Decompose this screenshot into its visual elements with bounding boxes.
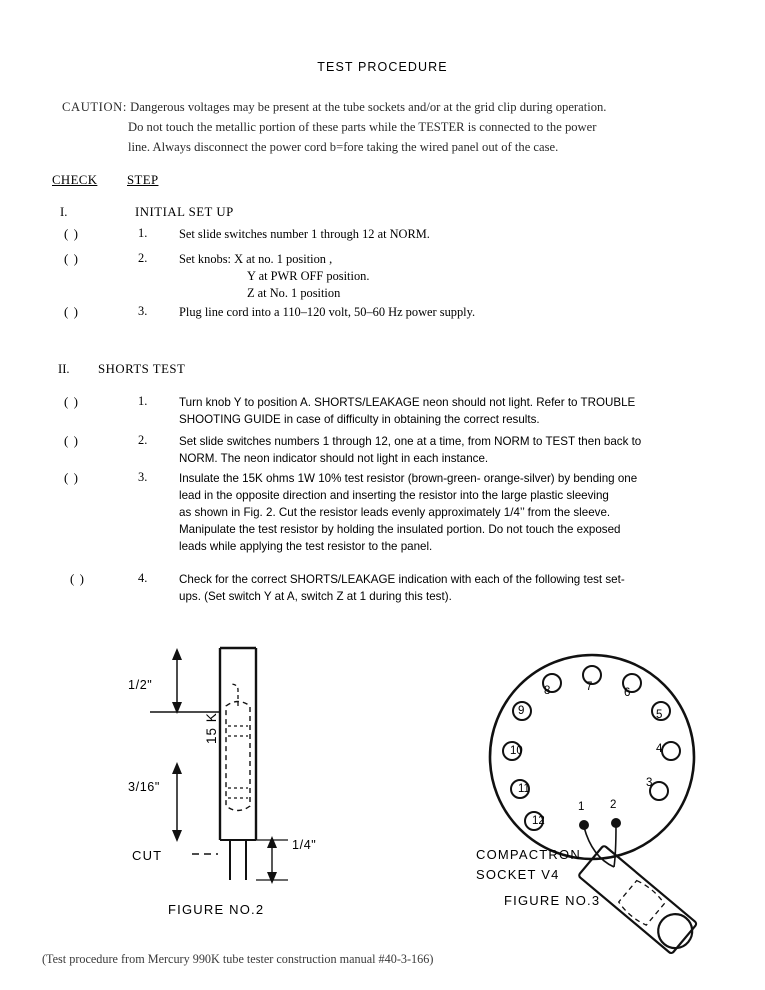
- caution-line-3: line. Always disconnect the power cord b=fore taking the wired panel out of the case.: [128, 140, 559, 154]
- dimension-quarter-inch: 1/4": [292, 838, 317, 852]
- pin-label-3: 3: [646, 777, 653, 789]
- source-footnote: (Test procedure from Mercury 990K tube tester construction manual #40-3-166): [42, 952, 434, 966]
- pin-label-12: 12: [532, 815, 545, 827]
- step-text-1-2-b: Y at PWR OFF position.: [247, 269, 370, 283]
- step-text-2-1-a: Turn knob Y to position A. SHORTS/LEAKAGE neon should not light. Refer to TROUBLE: [179, 396, 636, 409]
- step-text-1-1: Set slide switches number 1 through 12 at NORM.: [179, 227, 430, 241]
- figure-3-caption-line-3: FIGURE NO.3: [504, 893, 601, 908]
- caution-line-1: Dangerous voltages may be present at the tube sockets and/or at the grid clip during operation.: [130, 100, 607, 114]
- step-number-1-1: 1.: [138, 226, 148, 240]
- step-text-2-2-b: NORM. The neon indicator should not light in each instance.: [179, 452, 489, 465]
- figure-2-caption: FIGURE NO.2: [168, 902, 265, 917]
- figure-3-caption-line-1: COMPACTRON: [476, 847, 581, 862]
- figure-3: [460, 635, 760, 975]
- cut-label: CUT: [132, 848, 163, 863]
- caution-line-2: Do not touch the metallic portion of these parts while the TESTER is connected to the power: [128, 120, 597, 134]
- caution-block: [62, 97, 722, 157]
- checkbox-1-3[interactable]: ( ): [64, 304, 79, 319]
- page-title: TEST PROCEDURE: [317, 60, 448, 74]
- pin-label-4: 4: [656, 743, 663, 755]
- step-text-2-1-b: SHOOTING GUIDE in case of difficulty in obtaining the correct results.: [179, 413, 540, 426]
- checkbox-2-4[interactable]: ( ): [70, 571, 85, 586]
- checkbox-2-2[interactable]: ( ): [64, 433, 79, 448]
- caution-label: CAUTION:: [62, 100, 127, 114]
- step-text-2-3-b: lead in the opposite direction and inserting the resistor into the large plastic sleeving: [179, 489, 609, 502]
- pin-label-6: 6: [624, 687, 631, 699]
- step-number-2-1: 1.: [138, 394, 148, 408]
- pin-label-10: 10: [510, 745, 523, 757]
- step-number-2-2: 2.: [138, 433, 148, 447]
- step-text-2-2-a: Set slide switches numbers 1 through 12, one at a time, from NORM to TEST then back to: [179, 435, 642, 448]
- section-title-1: INITIAL SET UP: [135, 205, 234, 219]
- pin-label-1: 1: [578, 801, 585, 813]
- step-text-2-4-a: Check for the correct SHORTS/LEAKAGE indication with each of the following test set-: [179, 573, 625, 586]
- resistor-value-label: 15 K: [204, 712, 219, 744]
- step-text-2-3-c: as shown in Fig. 2. Cut the resistor leads evenly approximately 1/4’’ from the sleeve.: [179, 506, 611, 519]
- step-number-2-3: 3.: [138, 470, 148, 484]
- figure-3-caption-line-2: SOCKET V4: [476, 867, 560, 882]
- step-number-2-4: 4.: [138, 571, 148, 585]
- checkbox-1-1[interactable]: ( ): [64, 226, 79, 241]
- step-number-1-2: 2.: [138, 251, 148, 265]
- step-text-1-2-a: Set knobs: X at no. 1 position ,: [179, 252, 333, 266]
- section-numeral-1: I.: [60, 205, 68, 219]
- step-number-1-3: 3.: [138, 304, 148, 318]
- checkbox-2-3[interactable]: ( ): [64, 470, 79, 485]
- step-text-1-3: Plug line cord into a 110–120 volt, 50–60 Hz power supply.: [179, 305, 476, 319]
- figure-2: [120, 640, 380, 930]
- column-header-step: STEP: [127, 173, 159, 187]
- section-title-2: SHORTS TEST: [98, 362, 186, 376]
- step-text-2-4-b: ups. (Set switch Y at A, switch Z at 1 during this test).: [179, 590, 452, 603]
- step-text-2-3-d: Manipulate the test resistor by holding the insulated portion. Do not touch the exposed: [179, 523, 621, 536]
- column-header-check: CHECK: [52, 173, 98, 187]
- step-text-2-3-a: Insulate the 15K ohms 1W 10% test resistor (brown-green- orange-silver) by bending one: [179, 472, 638, 485]
- pin-label-5: 5: [656, 709, 663, 721]
- dimension-three-sixteenths: 3/16": [128, 780, 160, 794]
- step-text-1-2-c: Z at No. 1 position: [247, 286, 341, 300]
- pin-label-7: 7: [586, 681, 593, 693]
- pin-label-2: 2: [610, 799, 617, 811]
- section-numeral-2: II.: [58, 362, 70, 376]
- checkbox-1-2[interactable]: ( ): [64, 251, 79, 266]
- pin-label-8: 8: [544, 685, 551, 697]
- step-text-2-3-e: leads while applying the test resistor to the panel.: [179, 540, 433, 553]
- dimension-half-inch: 1/2": [128, 678, 153, 692]
- pin-label-11: 11: [518, 783, 530, 795]
- checkbox-2-1[interactable]: ( ): [64, 394, 79, 409]
- pin-label-9: 9: [518, 705, 525, 717]
